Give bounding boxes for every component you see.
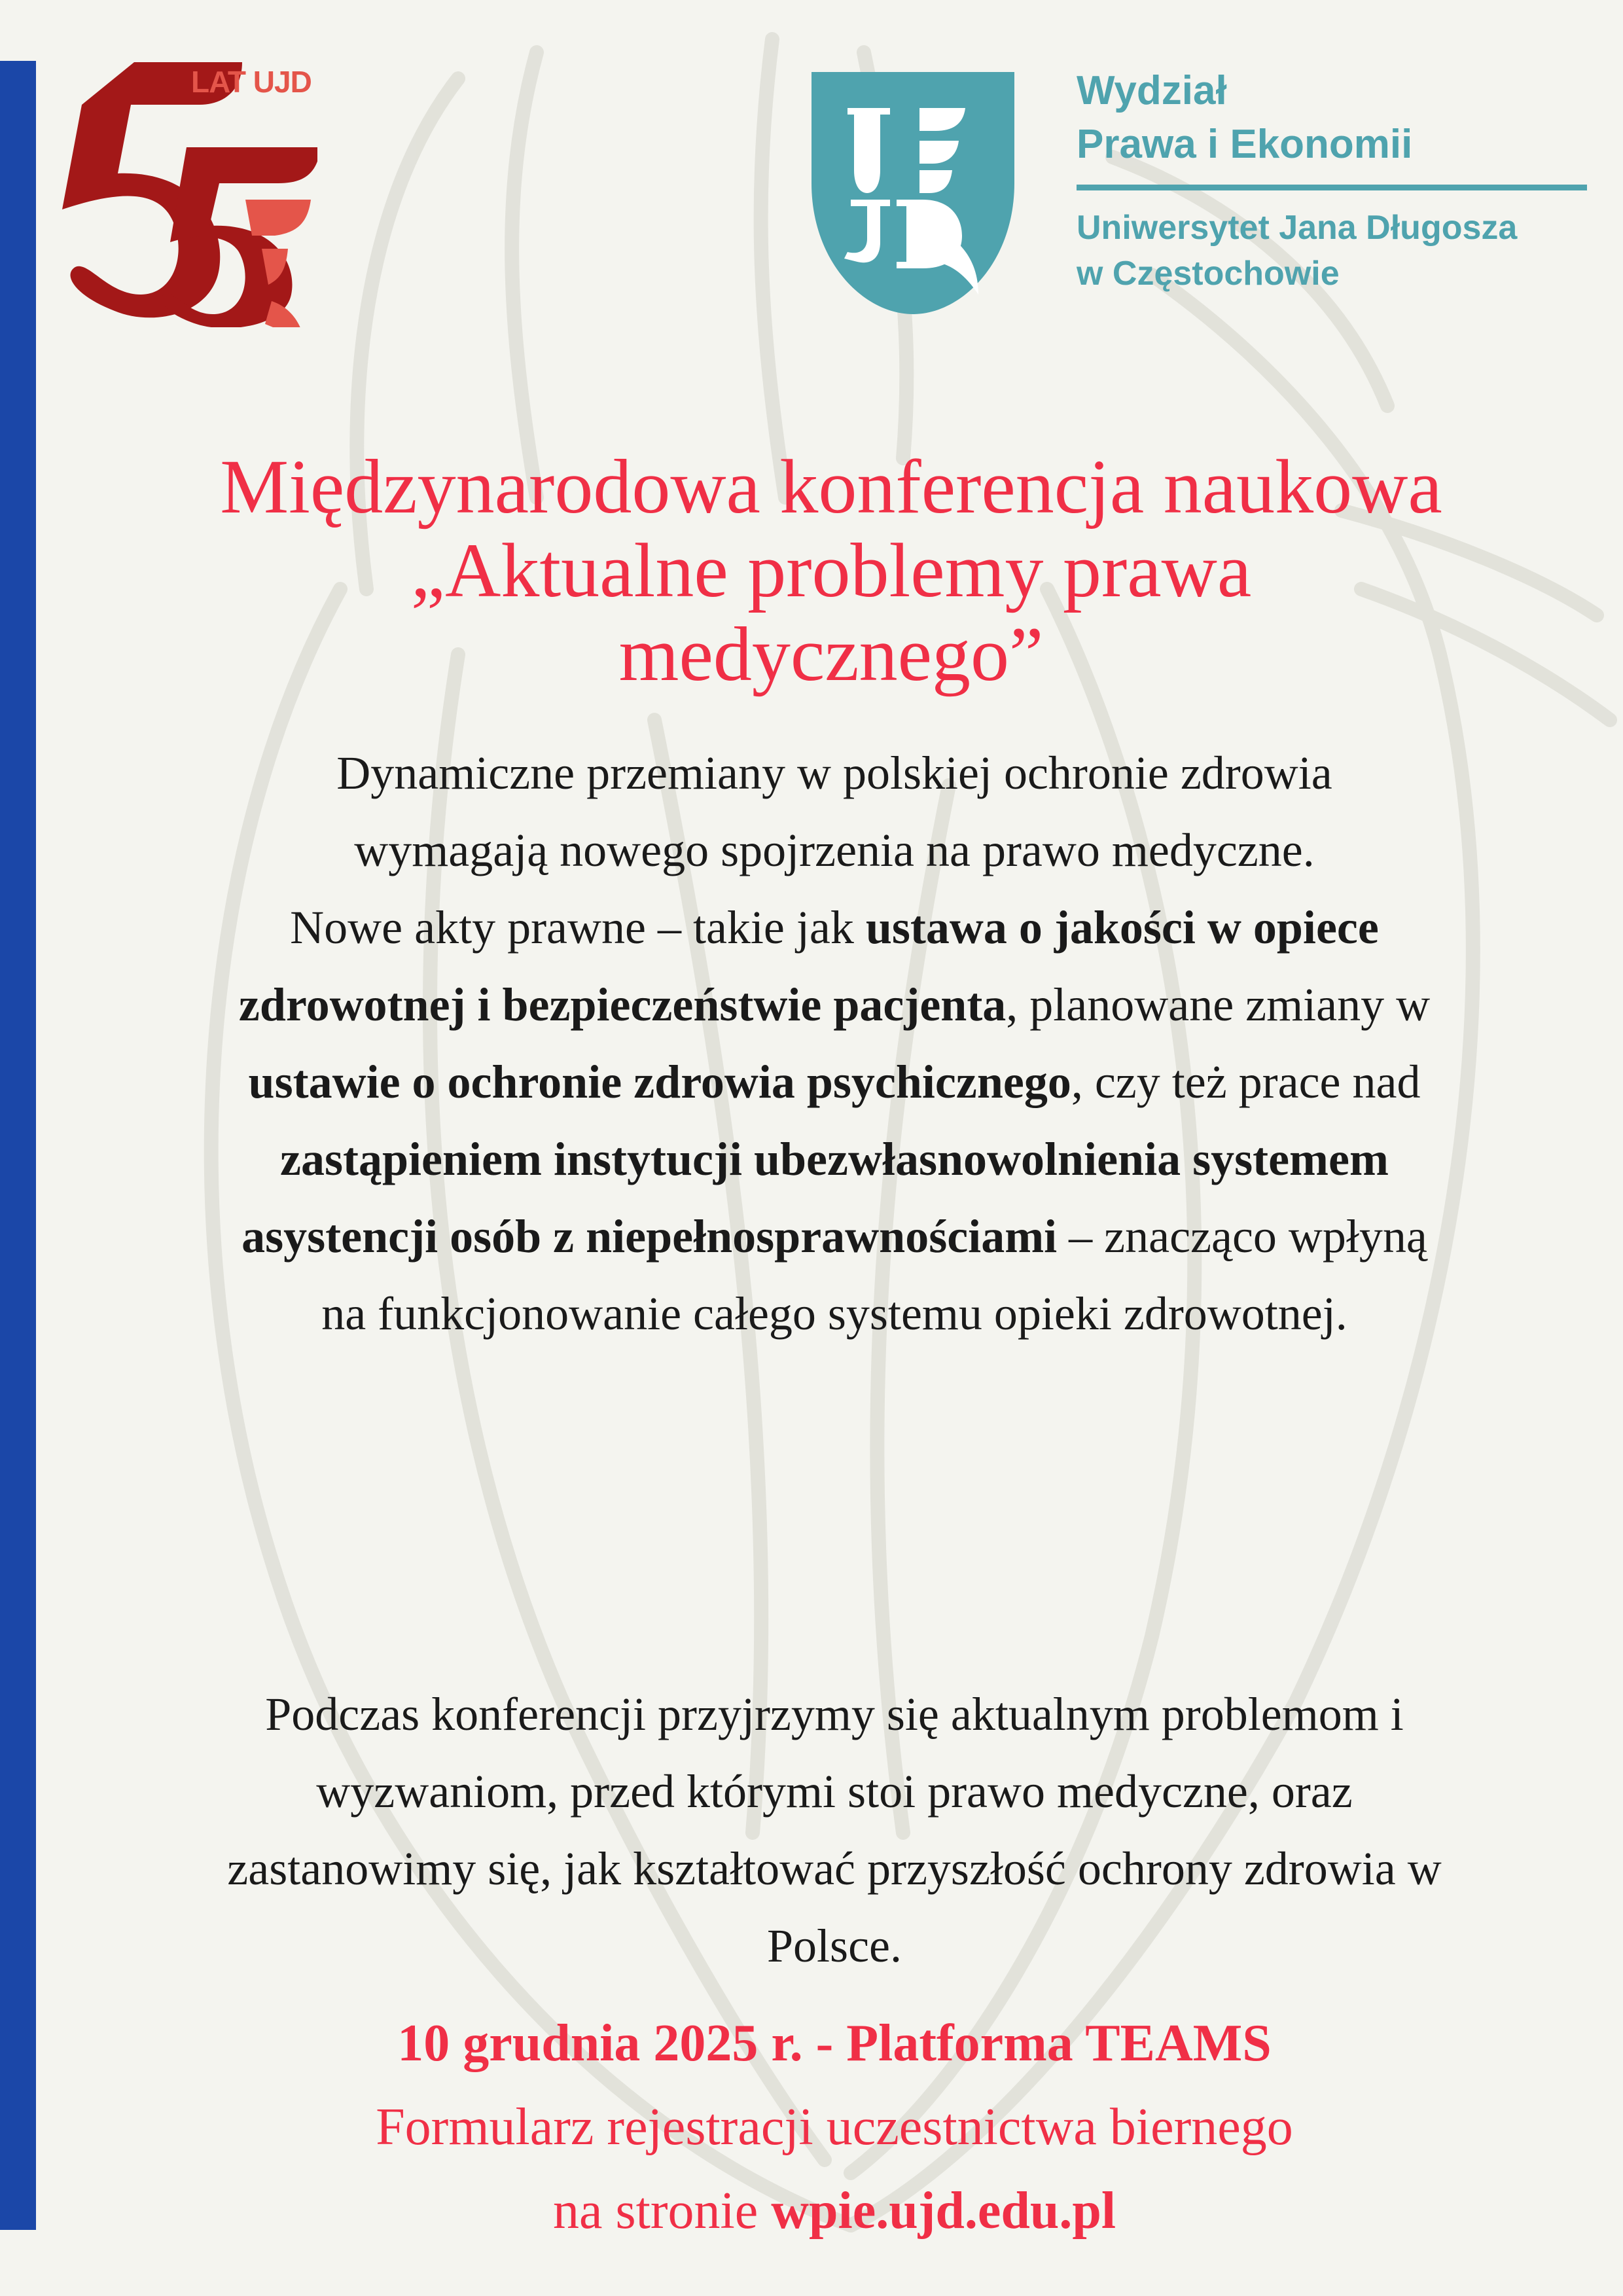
ujd-shield-logo-icon [812,72,1014,314]
conference-goal-paragraph: Podczas konferencji przyjrzymy się aktualnym problemom i wyzwaniom, przed którymi stoi prawo medyczne, oraz zastanowimy się, jak kształtować przyszłość ochrony zdrowia w Polsce. [227,1688,1442,1972]
university-name-line1: Uniwersytet Jana Długosza [1077,209,1518,247]
side-accent-bar [0,61,36,2230]
text-segment: – znacząco wpłyną na funkcjonowanie całego systemu opieki zdrowotnej. [321,1210,1427,1340]
text-segment: , czy też prace nad [1071,1056,1421,1108]
text-segment: , planowane zmiany w [1006,978,1431,1031]
registration-text: Formularz rejestracji uczestnictwa biernego [376,2098,1293,2156]
faculty-name-block [1077,64,1587,296]
faculty-name-line1: Wydział [1077,68,1227,113]
title-line1: Międzynarodowa konferencja naukowa [220,444,1442,529]
intro-sentence: Dynamiczne przemiany w polskiej ochronie zdrowia wymagają nowego spojrzenia na prawo medyczne. [336,747,1332,876]
website-link[interactable]: wpie.ujd.edu.pl [771,2182,1116,2240]
bold-law-mental-health: ustawie o ochronie zdrowia psychicznego [248,1056,1071,1108]
faculty-name-line2: Prawa i Ekonomii [1077,122,1413,167]
website-prefix: na stronie [552,2182,772,2240]
anniversary-logo-text: LAT UJD [191,65,312,99]
faculty-divider [1077,185,1587,190]
conference-title [39,445,1623,696]
event-date-platform: 10 grudnia 2025 r. - Platforma TEAMS [397,2015,1272,2072]
event-info [196,2001,1472,2253]
description-paragraph [196,734,1472,1352]
bold-law-quality: ustawa o jakości w opiece zdrowotnej i bezpieczeństwie pacjenta [238,901,1379,1031]
title-line3: medycznego” [618,611,1044,697]
university-name-line2: w Częstochowie [1077,255,1340,293]
bold-law-incapacitation: zastąpieniem instytucji ubezwłasnowolnienia systemem asystencji osób z niepełnosprawnościami [241,1133,1389,1263]
title-line2: „Aktualne problemy prawa [410,528,1252,613]
text-segment: Nowe akty prawne – takie jak [290,901,866,954]
